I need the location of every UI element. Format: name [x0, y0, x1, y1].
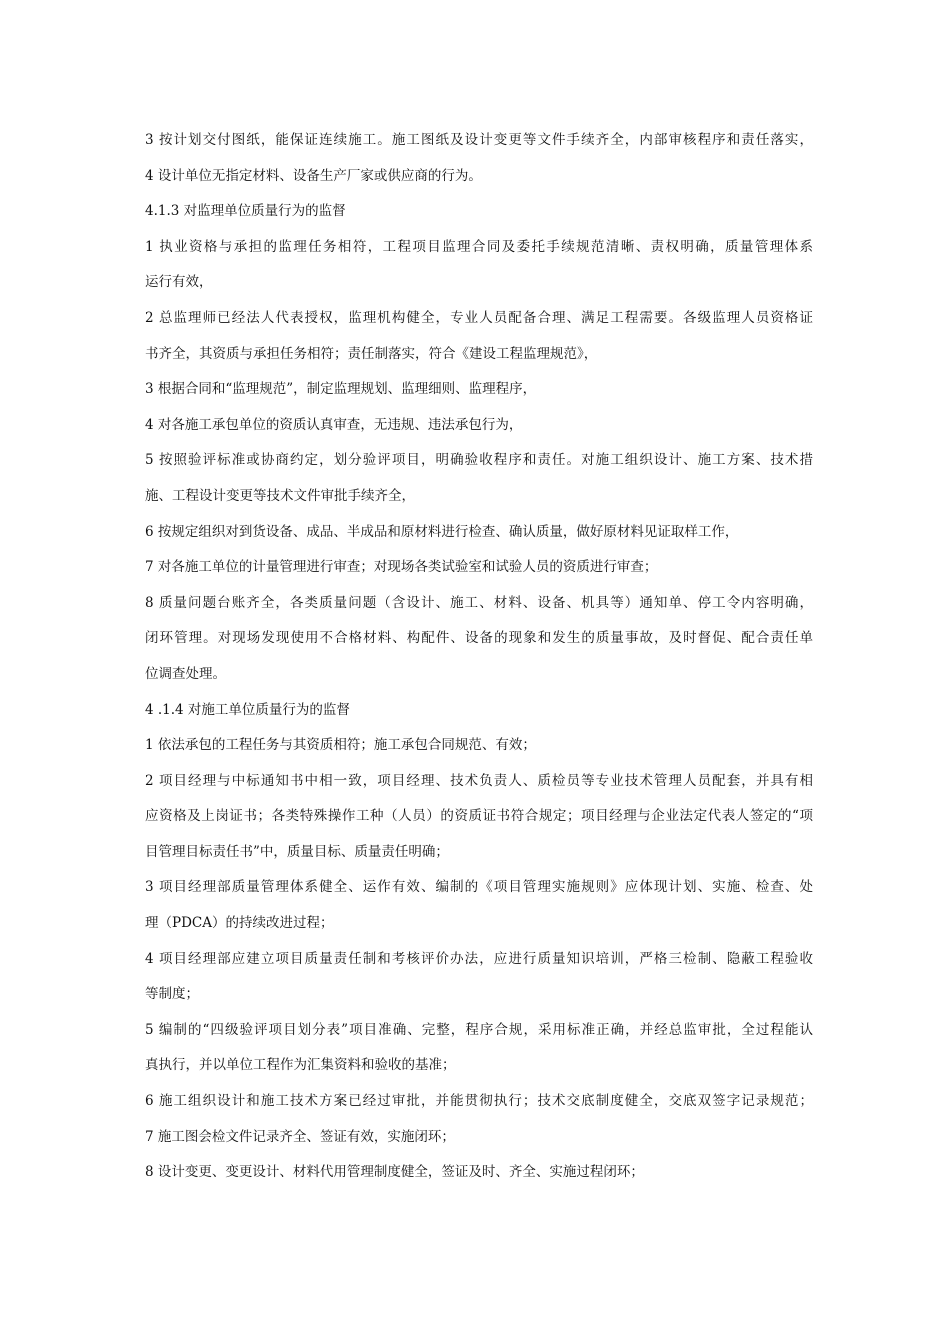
text-line: 闭环管理。对现场发现使用不合格材料、构配件、设备的现象和发生的质量事故，及时督促、配合责任单: [145, 630, 813, 647]
text-line: 应资格及上岗证书；各类特殊操作工种（人员）的资质证书符合规定；项目经理与企业法定代表人签定的“项: [145, 808, 813, 825]
text-line: 8 设计变更、变更设计、材料代用管理制度健全，签证及时、齐全、实施过程闭环；: [145, 1164, 644, 1181]
text-line: 1 依法承包的工程任务与其资质相符；施工承包合同规范、有效；: [145, 737, 536, 754]
text-line: 8 质量问题台账齐全，各类质量问题（含设计、施工、材料、设备、机具等）通知单、停工令内容明确，: [145, 594, 813, 611]
text-line: 2 总监理师已经法人代表授权，监理机构健全，专业人员配备合理、满足工程需要。各级监理人员资格证: [145, 309, 813, 326]
text-line: 4.1.3 对监理单位质量行为的监督: [145, 203, 346, 220]
text-line: 运行有效，: [145, 274, 213, 291]
text-line: 7 施工图会检文件记录齐全、签证有效，实施闭环；: [145, 1128, 455, 1145]
text-line: 7 对各施工单位的计量管理进行审查；对现场各类试验室和试验人员的资质进行审查；: [145, 559, 658, 576]
text-line: 施、工程设计变更等技术文件审批手续齐全，: [145, 487, 415, 504]
text-line: 3 项目经理部质量管理体系健全、运作有效、编制的《项目管理实施规则》应体现计划、实施、检查、处: [145, 879, 813, 896]
text-line: 4 对各施工承包单位的资质认真审查，无违规、违法承包行为，: [145, 416, 523, 433]
text-line: 位调查处理。: [145, 665, 226, 682]
text-line: 等制度；: [145, 986, 199, 1003]
text-line: 4 项目经理部应建立项目质量责任制和考核评价办法，应进行质量知识培训，严格三检制、隐蔽工程验收: [145, 950, 813, 967]
text-line: 3 根据合同和“监理规范”，制定监理规划、监理细则、监理程序，: [145, 381, 537, 398]
text-line: 2 项目经理与中标通知书中相一致，项目经理、技术负责人、质检员等专业技术管理人员配套，并具有相: [145, 772, 813, 789]
text-line: 书齐全，其资质与承担任务相符；责任制落实，符合《建设工程监理规范》，: [145, 345, 598, 362]
text-line: 6 施工组织设计和施工技术方案已经过审批，并能贯彻执行；技术交底制度健全，交底双签字记录规范；: [145, 1093, 813, 1110]
text-line: 5 编制的“四级验评项目划分表”项目准确、完整，程序合规，采用标准正确，并经总监审批，全过程能认: [145, 1021, 813, 1038]
text-line: 6 按规定组织对到货设备、成品、半成品和原材料进行检查、确认质量，做好原材料见证取样工作，: [145, 523, 739, 540]
text-line: 目管理目标责任书”中，质量目标、质量责任明确；: [145, 843, 449, 860]
text-line: 1 执业资格与承担的监理任务相符，工程项目监理合同及委托手续规范清晰、责权明确，质量管理体系: [145, 238, 813, 255]
text-line: 真执行，并以单位工程作为汇集资料和验收的基准；: [145, 1057, 456, 1074]
text-line: 理（PDCA）的持续改进过程；: [145, 915, 334, 932]
document-body: [145, 123, 813, 1191]
text-line: 4 .1.4 对施工单位质量行为的监督: [145, 701, 350, 718]
text-line: 4 设计单位无指定材料、设备生产厂家或供应商的行为。: [145, 167, 482, 184]
text-line: 3 按计划交付图纸，能保证连续施工。施工图纸及设计变更等文件手续齐全，内部审核程序和责任落实，: [145, 132, 813, 148]
text-line: 5 按照验评标准或协商约定，划分验评项目，明确验收程序和责任。对施工组织设计、施工方案、技术措: [145, 452, 813, 469]
